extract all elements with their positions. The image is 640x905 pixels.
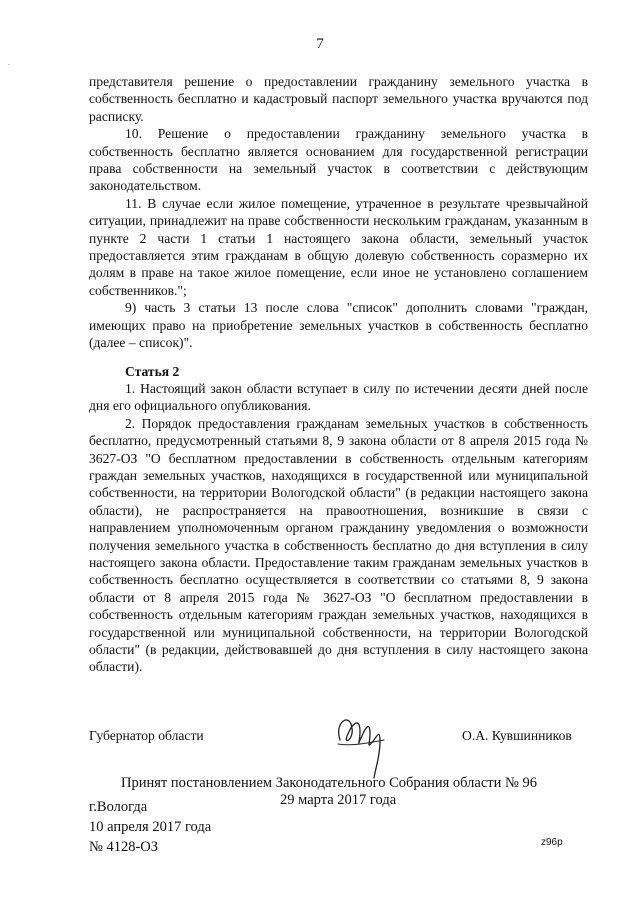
adoption-line: Принят постановлением Законодательного Собрания области № 96 bbox=[121, 775, 537, 791]
page-number: 7 bbox=[316, 36, 324, 52]
article-paragraph-2: 2. Порядок предоставления гражданам земельных участков в собственность бесплатно, предусмотренный статьями 8, 9 закона области от 8 апреля 2015 года № 3627-ОЗ "О бесплатном предоставлении в собственность отдельным категориям граждан земельных участков, находящихся в государственной или муниципальной собственности, на территории Вологодской области" (в редакции настоящего закона области), не распространяется на правоотношения, возникшие в связи с направлением уполномоченным органом гражданину уведомления о возможности получения земельного участка в собственность бесплатно до дня вступления в силу настоящего закона области. Предоставление таким гражданам земельных участков в собственность бесплатно осуществляется в соответствии со статьями 8, 9 закона области от 8 апреля 2015 года № 3627-ОЗ "О бесплатном предоставлении в собственность отдельным категориям граждан земельных участков, находящихся в государственной или муниципальной собственности, на территории Вологодской области" (в редакции, действовавшей до дня вступления в силу настоящего закона области). bbox=[89, 415, 588, 675]
law-date: 10 апреля 2017 года bbox=[89, 819, 212, 835]
document-body bbox=[89, 73, 588, 676]
handwritten-signature bbox=[330, 700, 390, 780]
governor-name: О.А. Кувшинников bbox=[462, 728, 572, 743]
paragraph-continuation: представителя решение о предоставлении гражданину земельного участка в собственность бесплатно и кадастровый паспорт земельного участка вручаются под расписку. bbox=[89, 74, 588, 124]
paragraph-item-10: 10. Решение о предоставлении гражданину земельного участка в собственность бесплатно является основанием для государственной регистрации права собственности на земельный участок в соответствии с действующим законодательством. bbox=[89, 126, 588, 194]
registration-code: z96p bbox=[541, 837, 563, 848]
margin-mark: . bbox=[8, 58, 10, 67]
paragraph-item-9: 9) часть 3 статьи 13 после слова "список" дополнить словами "граждан, имеющих право на приобретение земельных участков в собственность бесплатно (далее – список)". bbox=[89, 300, 588, 351]
article-paragraph-1: 1. Настоящий закон области вступает в силу по истечении десяти дней после дня его официального опубликования. bbox=[89, 380, 588, 414]
paragraph-item-11: 11. В случае если жилое помещение, утраченное в результате чрезвычайной ситуации, принадлежит на праве собственности нескольким гражданам, указанным в пункте 2 части 1 статьи 1 настоящего закона области, земельный участок предоставляется этим гражданам в общую долевую собственность соразмерно их долям в праве на такое жилое помещение, если иное не установлено соглашением собственников."; bbox=[89, 195, 588, 298]
governor-title: Губернатор области bbox=[89, 728, 204, 743]
city: г.Вологда bbox=[89, 799, 148, 815]
law-number: № 4128-ОЗ bbox=[89, 839, 159, 855]
article-heading: Статья 2 bbox=[125, 363, 180, 379]
place-date-block bbox=[89, 797, 211, 857]
adoption-date: 29 марта 2017 года bbox=[280, 792, 397, 808]
